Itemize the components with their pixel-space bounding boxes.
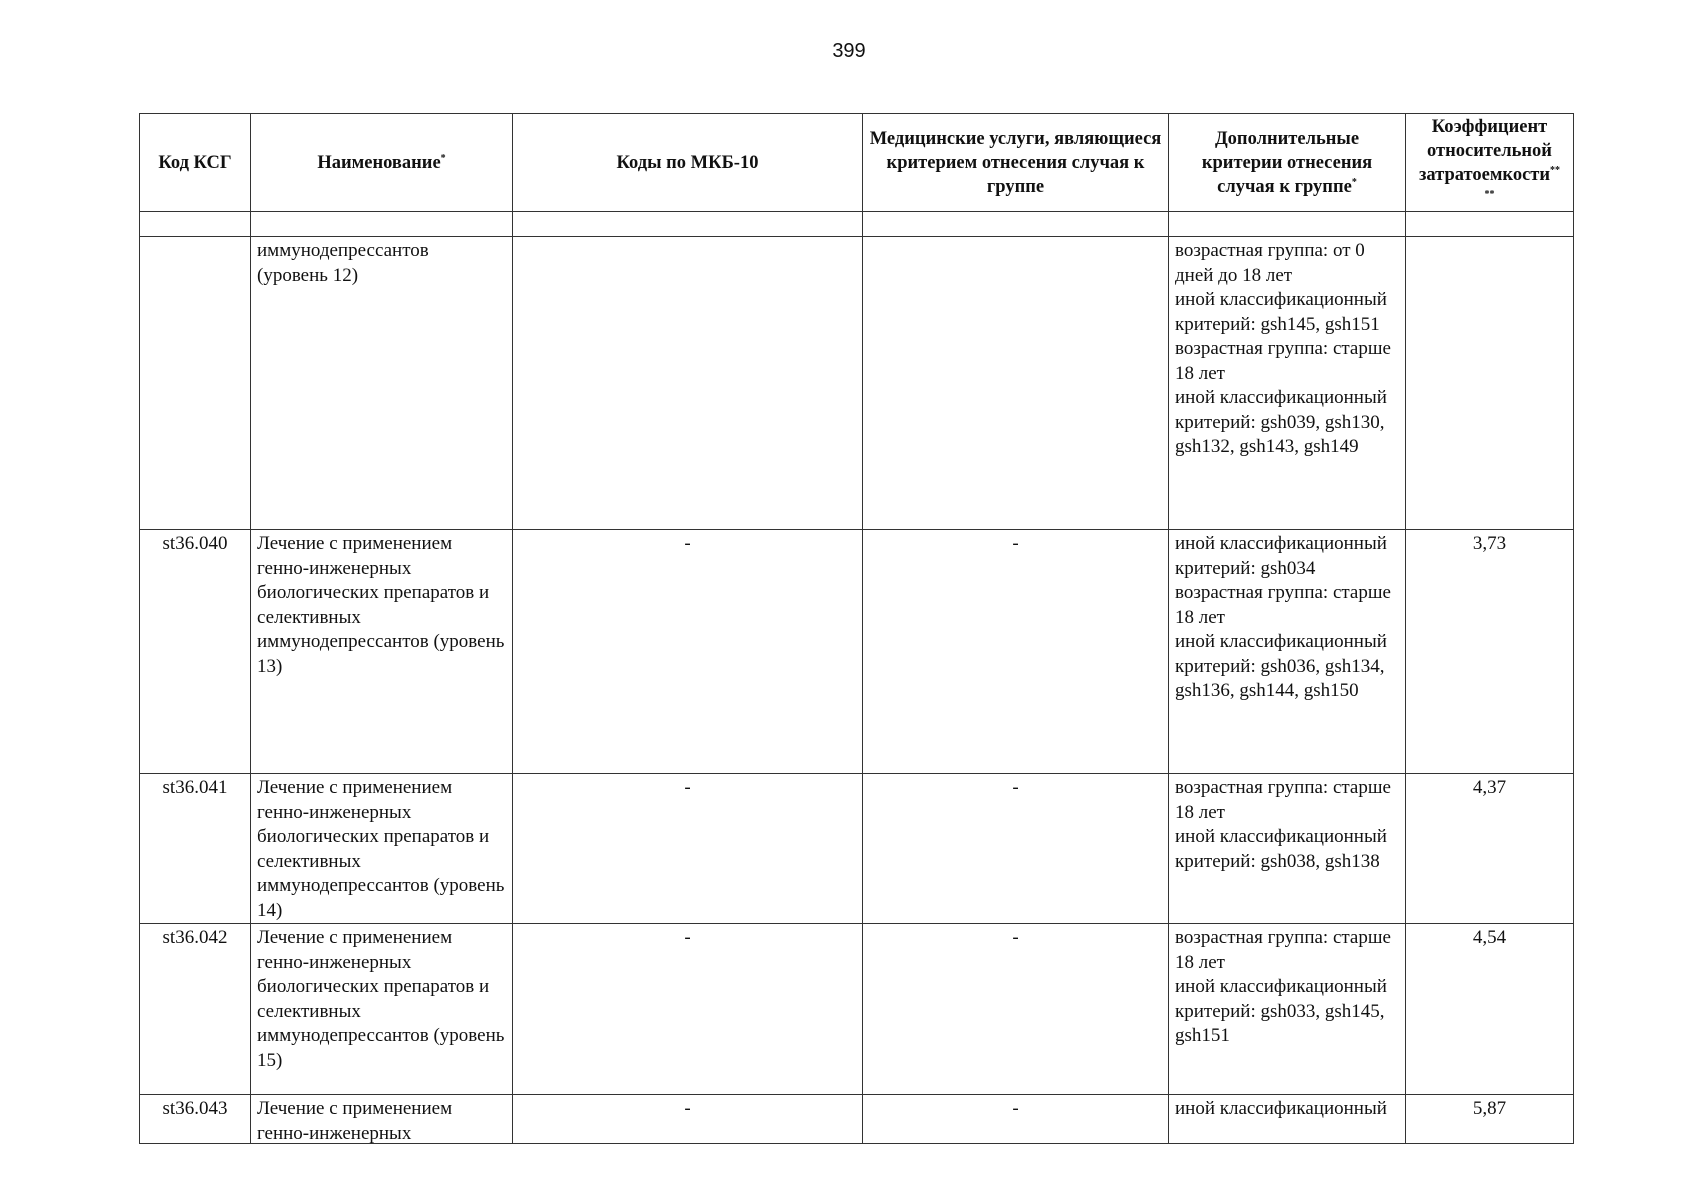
- cell-services: -: [863, 530, 1169, 774]
- cell-coef: 5,87: [1406, 1095, 1574, 1144]
- table-row: [140, 924, 1574, 1095]
- page-number: 399: [832, 40, 866, 62]
- footnote-mark: **: [1550, 164, 1561, 176]
- cell-name: Лечение с применением генно-инженерных: [251, 1095, 513, 1144]
- footnote-mark: *: [440, 152, 446, 164]
- footnote-mark: *: [1351, 176, 1357, 188]
- table-row: [140, 1095, 1574, 1144]
- cell-criteria: возрастная группа: старше 18 лет иной классификационный критерий: gsh033, gsh145, gsh151: [1169, 924, 1406, 1095]
- cell-criteria: иной классификационный критерий: gsh034 возрастная группа: старше 18 лет иной классификационный критерий: gsh036, gsh134, gsh136, gsh144, gsh150: [1169, 530, 1406, 774]
- cell-criteria: возрастная группа: старше 18 лет иной классификационный критерий: gsh038, gsh138: [1169, 774, 1406, 924]
- cell-code: [140, 237, 251, 530]
- cell-services: -: [863, 774, 1169, 924]
- header-code: Код КСГ: [140, 114, 251, 212]
- cell-criteria: возрастная группа: от 0 дней до 18 лет иной классификационный критерий: gsh145, gsh151 возрастная группа: старше 18 лет иной классификационный критерий: gsh039, gsh130, gsh132, gsh143, gsh149: [1169, 237, 1406, 530]
- header-services: Медицинские услуги, являющиеся критерием отнесения случая к группе: [863, 114, 1169, 212]
- table-row: [140, 530, 1574, 774]
- cell-name: Лечение с применением генно-инженерных биологических препаратов и селективных иммунодепрессантов (уровень 13): [251, 530, 513, 774]
- header-name: Наименование*: [251, 114, 513, 212]
- cell-coef: 4,54: [1406, 924, 1574, 1095]
- table-row: [140, 237, 1574, 530]
- header-mkb: Коды по МКБ-10: [513, 114, 863, 212]
- cell-code: st36.043: [140, 1095, 251, 1144]
- cell-code: st36.041: [140, 774, 251, 924]
- cell-mkb: -: [513, 774, 863, 924]
- cell-name: иммунодепрессантов (уровень 12): [251, 237, 513, 530]
- cell-mkb: -: [513, 924, 863, 1095]
- header-criteria: Дополнительные критерии отнесения случая к группе*: [1169, 114, 1406, 212]
- cell-services: -: [863, 1095, 1169, 1144]
- cell-mkb: [513, 237, 863, 530]
- cell-mkb: -: [513, 530, 863, 774]
- cell-services: -: [863, 924, 1169, 1095]
- table-spacer-row: [140, 212, 1574, 237]
- header-coef: Коэффициент относительной затратоемкости** **: [1406, 114, 1574, 212]
- cell-criteria: иной классификационный: [1169, 1095, 1406, 1144]
- cell-coef: 4,37: [1406, 774, 1574, 924]
- cell-coef: [1406, 237, 1574, 530]
- cell-code: st36.042: [140, 924, 251, 1095]
- cell-name: Лечение с применением генно-инженерных биологических препаратов и селективных иммунодепрессантов (уровень 15): [251, 924, 513, 1095]
- ksg-table: [139, 113, 1574, 1144]
- cell-code: st36.040: [140, 530, 251, 774]
- table-header-row: [140, 114, 1574, 212]
- footnote-mark: **: [1484, 188, 1495, 200]
- cell-name: Лечение с применением генно-инженерных биологических препаратов и селективных иммунодепрессантов (уровень 14): [251, 774, 513, 924]
- cell-services: [863, 237, 1169, 530]
- cell-coef: 3,73: [1406, 530, 1574, 774]
- cell-mkb: -: [513, 1095, 863, 1144]
- table-row: [140, 774, 1574, 924]
